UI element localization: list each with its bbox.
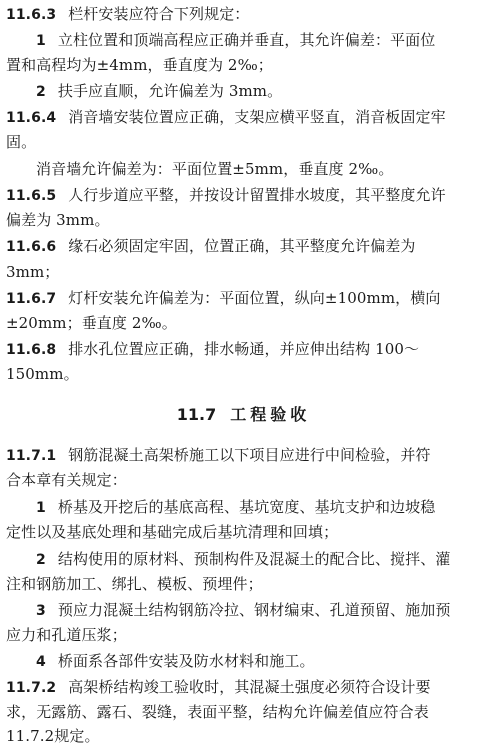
clause-continuation: 3mm； (6, 263, 60, 281)
item-text: 桥基及开挖后的基底高程、基坑宽度、基坑支护和边坡稳 (57, 498, 436, 516)
clause-11-6-4 (6, 105, 482, 130)
clause-11-6-8 (6, 337, 482, 362)
clause-text: 缘石必须固定牢固，位置正确，其平整度允许偏差为 (68, 237, 416, 255)
clause-11-6-5 (6, 183, 482, 208)
item-number: 1 (36, 33, 46, 49)
clause-number: 11.7.2 (6, 680, 57, 696)
section-heading (0, 402, 487, 428)
list-item-continuation: 置和高程均为±4mm，垂直度为 2‰； (6, 56, 273, 74)
clause-continuation: 偏差为 3mm。 (6, 211, 110, 229)
item-number: 3 (36, 603, 46, 619)
clause-text: 人行步道应平整，并按设计留置排水坡度，其平整度允许 (68, 186, 446, 204)
list-item-continuation: 注和钢筋加工、绑扎、模板、预埋件； (6, 575, 263, 593)
clause-11-6-7 (6, 286, 482, 311)
clause-11-6-6 (6, 234, 482, 259)
clause-note: 消音墙允许偏差为：平面位置±5mm，垂直度 2‰。 (36, 160, 394, 178)
clause-text: 灯杆安装允许偏差为：平面位置，纵向±100mm，横向 (68, 289, 441, 307)
clause-text: 排水孔位置应正确，排水畅通，并应伸出结构 100～ (68, 340, 420, 358)
item-text: 扶手应直顺，允许偏差为 3mm。 (57, 82, 283, 100)
clause-continuation: 合本章有关规定： (6, 471, 127, 489)
clause-continuation: ±20mm；垂直度 2‰。 (6, 314, 177, 332)
item-number: 2 (36, 552, 46, 568)
clause-text: 消音墙安装位置应正确，支架应横平竖直，消音板固定牢 (68, 108, 446, 126)
list-item (6, 649, 487, 674)
list-item-continuation: 应力和孔道压浆； (6, 626, 127, 644)
section-title: 工程验收 (230, 405, 311, 424)
list-item (6, 495, 487, 520)
item-text: 结构使用的原材料、预制构件及混凝土的配合比、搅拌、灌 (57, 550, 451, 568)
clause-number: 11.6.4 (6, 110, 57, 126)
clause-text: 钢筋混凝土高架桥施工以下项目应进行中间检验，并符 (68, 446, 431, 464)
list-item-continuation: 定性以及基底处理和基础完成后基坑清理和回填； (6, 523, 339, 541)
clause-continuation: 固。 (6, 133, 37, 151)
clause-11-7-2 (6, 675, 482, 700)
clause-number: 11.6.6 (6, 239, 57, 255)
clause-11-6-3 (6, 2, 482, 27)
list-item (6, 598, 487, 623)
clause-text: 栏杆安装应符合下列规定： (68, 5, 250, 23)
item-number: 1 (36, 500, 46, 516)
clause-number: 11.6.8 (6, 342, 57, 358)
clause-continuation: 150mm。 (6, 365, 79, 383)
clause-11-7-1 (6, 443, 482, 468)
clause-number: 11.6.3 (6, 7, 57, 23)
item-text: 桥面系各部件安装及防水材料和施工。 (57, 652, 315, 670)
item-text: 预应力混凝土结构钢筋冷拉、钢材编束、孔道预留、施加预 (57, 601, 451, 619)
clause-continuation: 11.7.2规定。 (6, 727, 100, 745)
item-text: 立柱位置和顶端高程应正确并垂直，其允许偏差：平面位 (57, 31, 436, 49)
item-number: 4 (36, 654, 46, 670)
clause-continuation: 求，无露筋、露石、裂缝，表面平整，结构允许偏差值应符合表 (6, 703, 429, 721)
list-item (6, 28, 487, 53)
list-item (6, 79, 487, 104)
clause-number: 11.6.5 (6, 188, 57, 204)
clause-number: 11.7.1 (6, 448, 57, 464)
list-item (6, 547, 487, 572)
clause-number: 11.6.7 (6, 291, 57, 307)
section-number: 11.7 (176, 405, 217, 424)
clause-text: 高架桥结构竣工验收时，其混凝土强度必须符合设计要 (68, 678, 431, 696)
item-number: 2 (36, 84, 46, 100)
